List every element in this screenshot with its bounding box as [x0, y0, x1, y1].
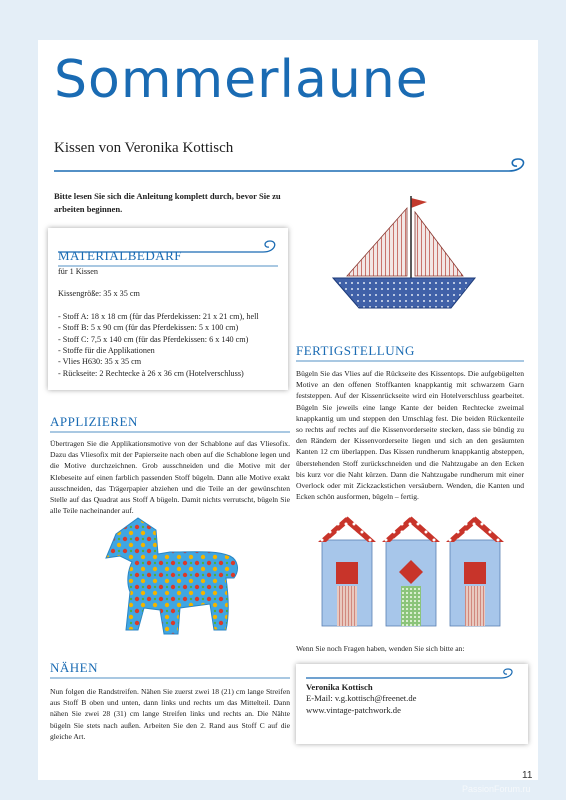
title-divider-swirl — [54, 155, 534, 179]
contact-email[interactable]: E-Mail: v.g.kottisch@freenet.de — [306, 693, 417, 704]
horse-illustration — [98, 512, 248, 652]
material-item: - Rückseite: 2 Rechtecke à 26 x 36 cm (Hotelverschluss) — [58, 368, 244, 378]
material-item: - Stoff C: 7,5 x 140 cm (für das Pferdekissen: 6 x 140 cm) — [58, 334, 249, 344]
contact-website[interactable]: www.vintage-patchwork.de — [306, 704, 401, 715]
intro-text: Bitte lesen Sie sich die Anleitung komplett durch, bevor Sie zu arbeiten beginnen. — [54, 191, 281, 214]
material-item: - Stoff B: 5 x 90 cm (für das Pferdekissen: 5 x 100 cm) — [58, 323, 239, 333]
beach-huts-illustration — [318, 512, 504, 630]
material-item: - Vlies H630: 35 x 35 cm — [58, 357, 142, 367]
contact-swirl — [306, 668, 521, 682]
questions-text: Wenn Sie noch Fragen haben, wenden Sie sich bitte an: — [296, 644, 465, 653]
applizieren-text: Übertragen Sie die Applikationsmotive von der Schablone auf das Vliesofix. Dazu das Vliesofix mit der Papierseite nach oben auf die Schablone legen und die Motive durchzeichnen. Grob ausschneiden und die Motive mit der Klebeseite auf einen farblich passenden Stoff bügeln. Dann alle Motive exakt ausschneiden, das Trägerpapier abziehen und die Teile an der gewünschten Stelle auf das Quadrat aus Stoff A bügeln. Damit nichts verrutscht, bügeln Sie alle Teile nacheinander auf. — [50, 439, 290, 516]
naehen-heading: NÄHEN — [50, 660, 98, 675]
material-box — [48, 228, 288, 390]
contact-box — [296, 664, 528, 744]
page-title: Sommerlaune — [54, 50, 429, 110]
material-swirl — [58, 238, 283, 258]
contact-name: Veronika Kottisch — [306, 682, 373, 692]
hut-3 — [446, 516, 504, 626]
fertigstellung-heading: FERTIGSTELLUNG — [296, 343, 415, 358]
page-subtitle: Kissen von Veronika Kottisch — [54, 140, 234, 156]
hut-2 — [382, 516, 440, 626]
naehen-underline — [50, 677, 290, 681]
material-size: Kissengröße: 35 x 35 cm — [58, 289, 140, 299]
material-item: - Stoff A: 18 x 18 cm (für das Pferdekissen: 21 x 21 cm), hell — [58, 311, 259, 321]
material-heading: MATERIALBEDARF — [58, 248, 183, 263]
naehen-text: Nun folgen die Randstreifen. Nähen Sie zuerst zwei 18 (21) cm lange Streifen aus Stoff B oben und unten, dann links und rechts um das Mittelteil. Dann nähen Sie zwei 28 (31) cm lange Streifen links und rechts an. Die Nähte bügeln Sie stets nach außen. Arbeiten Sie den 2. Rand aus Stoff C auf die gleiche Art. — [50, 687, 290, 741]
hut-1 — [318, 516, 376, 626]
material-for: für 1 Kissen — [58, 267, 99, 276]
page-number: 11 — [522, 770, 533, 781]
material-list — [58, 266, 259, 379]
fertigstellung-text: Bügeln Sie das Vlies auf die Rückseite des Kissentops. Die aufgebügelten Motive an den offenen Stoffkanten knappkantig mit schwarzem Garn feststeppen. Auf der Kissenrückseite wird ein Hotelverschluss gearbeitet. Bügeln Sie jeweils eine lange Kante der beiden Rechtecke zweimal knappkantig um und steppen den Umschlag fest. Die beiden Rückenteile so rechts auf rechts auf die Kissenvorderseite stecken, dass sie bündig zu den Rändern der Kissenvorderseite liegen und sich an den gesäumten Kanten 12 cm überlappen. Das Kissen rundherum knappkantig absteppen, überstehenden Stoff zurückschneiden und die Nahtzugabe an den Ecken bis kurz vor die Naht kürzen. Dann die Nahtzugabe rundherum mit einer Overlock oder mit Zickzackstichen versäubern. Wenden, die Kanten und Ecken schön ausformen, bügeln – fertig. — [296, 369, 524, 502]
fertigstellung-underline — [296, 360, 524, 364]
material-item: - Stoffe für die Applikationen — [58, 346, 155, 356]
boat-illustration — [325, 190, 485, 320]
applizieren-underline — [50, 431, 290, 435]
applizieren-heading: APPLIZIEREN — [50, 414, 138, 429]
watermark: PassionForum.ru — [462, 784, 531, 794]
